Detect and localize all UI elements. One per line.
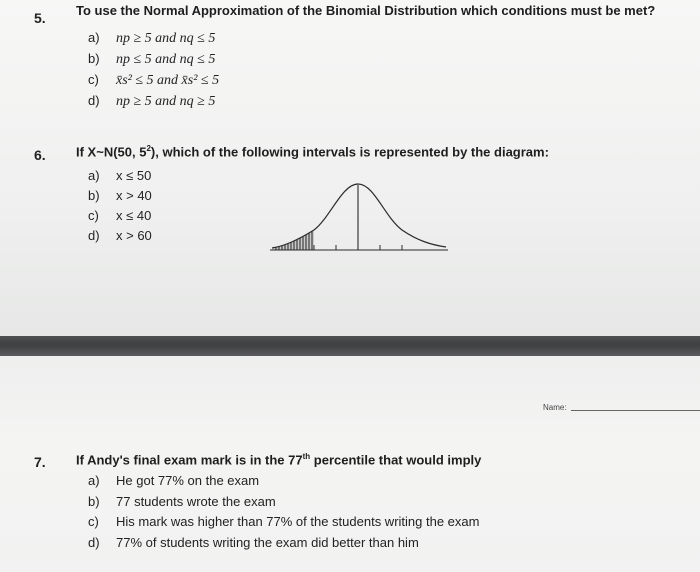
question-7-text bbox=[76, 452, 481, 467]
question-6-text-pre: If X~N(50, 5 bbox=[76, 144, 147, 160]
option-letter: b) bbox=[88, 51, 100, 66]
option-letter: c) bbox=[88, 72, 99, 87]
name-blank-line bbox=[571, 410, 700, 411]
option-text: np ≥ 5 and nq ≤ 5 bbox=[116, 31, 216, 46]
question-5-option-c bbox=[88, 72, 219, 89]
question-6-option-a bbox=[88, 168, 151, 183]
question-6-option-b bbox=[88, 188, 152, 203]
option-letter: c) bbox=[88, 208, 99, 223]
option-letter: a) bbox=[88, 168, 100, 183]
option-text: x̄s² ≤ 5 and x̄s² ≤ 5 bbox=[116, 73, 220, 88]
question-6-option-c bbox=[88, 208, 151, 223]
option-text: x > 60 bbox=[116, 228, 152, 243]
page-divider-band bbox=[0, 336, 700, 356]
question-7-option-c bbox=[88, 514, 479, 529]
option-text: x ≤ 50 bbox=[116, 168, 152, 183]
option-letter: d) bbox=[88, 93, 100, 108]
option-letter: d) bbox=[88, 535, 100, 550]
option-text: np ≤ 5 and nq ≤ 5 bbox=[116, 52, 216, 67]
question-7-text-sup: th bbox=[302, 452, 311, 461]
question-6-number: 6. bbox=[34, 147, 46, 163]
name-label: Name: bbox=[543, 403, 567, 412]
option-text: 77 students wrote the exam bbox=[116, 494, 276, 509]
question-7-text-pre: If Andy's final exam mark is in the 77 bbox=[76, 452, 303, 468]
option-text: x > 40 bbox=[116, 188, 152, 203]
question-7-text-post: percentile that would imply bbox=[310, 452, 482, 468]
option-text: x ≤ 40 bbox=[116, 208, 152, 223]
option-letter: a) bbox=[88, 473, 100, 488]
question-7-number: 7. bbox=[34, 454, 46, 470]
question-5-option-b bbox=[88, 51, 215, 68]
normal-curve-diagram bbox=[270, 180, 450, 260]
bell-curve-line bbox=[272, 184, 446, 248]
option-text: His mark was higher than 77% of the students writing the exam bbox=[116, 514, 480, 529]
option-text: np ≥ 5 and nq ≥ 5 bbox=[116, 94, 216, 109]
question-6-text bbox=[76, 144, 549, 159]
question-5-text: To use the Normal Approximation of the Binomial Distribution which conditions must be met? bbox=[76, 3, 656, 18]
question-6-option-d bbox=[88, 228, 152, 243]
question-6-text-sup: 2 bbox=[146, 144, 151, 153]
option-text: He got 77% on the exam bbox=[116, 473, 260, 488]
option-letter: c) bbox=[88, 514, 99, 529]
question-5-option-a bbox=[88, 30, 215, 47]
question-6-text-post: ), which of the following intervals is represented by the diagram: bbox=[150, 144, 549, 160]
option-letter: d) bbox=[88, 228, 100, 243]
option-letter: b) bbox=[88, 188, 100, 203]
option-text: 77% of students writing the exam did better than him bbox=[116, 535, 419, 550]
question-7-option-d bbox=[88, 535, 419, 550]
option-letter: b) bbox=[88, 494, 100, 509]
question-5-option-d bbox=[88, 93, 215, 110]
option-letter: a) bbox=[88, 30, 100, 45]
question-7-option-b bbox=[88, 494, 276, 509]
question-7-option-a bbox=[88, 473, 259, 488]
question-5-number: 5. bbox=[34, 10, 46, 26]
